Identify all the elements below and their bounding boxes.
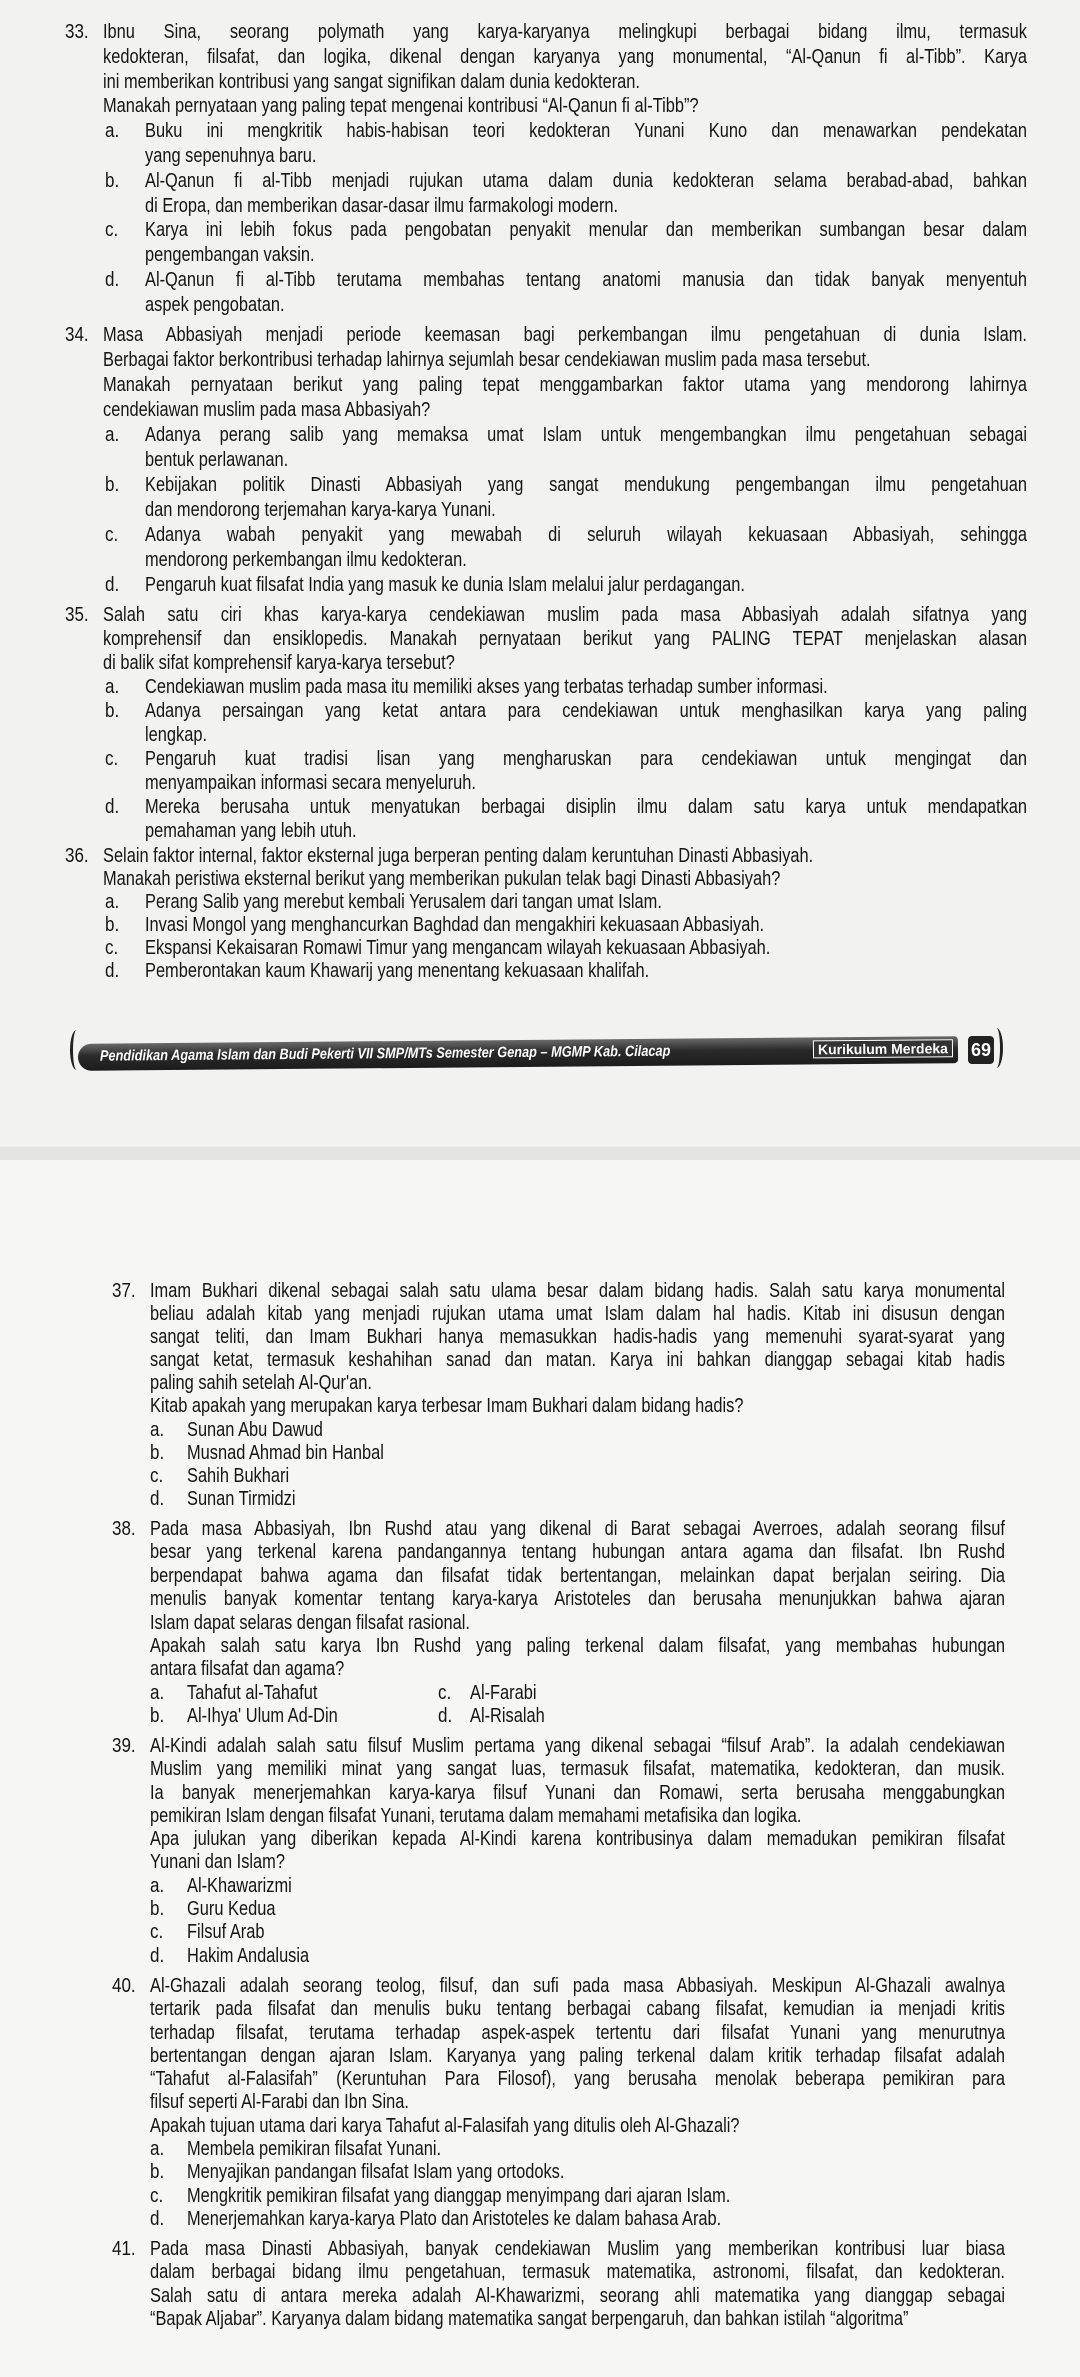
- option-text: Sunan Tirmidzi: [187, 1487, 296, 1510]
- option-text: pengembangan vaksin.: [145, 244, 315, 267]
- answer-option-c[interactable]: [0, 2185, 1080, 2208]
- text-line: [0, 1782, 1080, 1805]
- option-letter: b.: [150, 1705, 165, 1728]
- question-prompt-line: Manakah pernyataan berikut yang paling tepat menggambarkan faktor utama yang mendorong lahirnya: [103, 374, 1027, 396]
- answer-option-d[interactable]: [0, 2208, 1080, 2231]
- text-line: [0, 868, 1080, 891]
- option-letter: c.: [105, 524, 119, 546]
- text-line: [0, 891, 1080, 914]
- question-stem-line: tertarik pada filsafat dan menulis buku tentang berbagai cabang filsafat, kemudian ia menjadi kritis: [150, 1998, 1005, 2021]
- text-line: [0, 819, 1080, 843]
- text-line: [0, 323, 1080, 348]
- footer-book-title: Pendidikan Agama Islam dan Budi Pekerti VII SMP/MTs Semester Genap – MGMP Kab. Cilacap: [99, 1042, 671, 1065]
- question-prompt-line: Manakah pernyataan yang paling tepat mengenai kontribusi “Al-Qanun fi al-Tibb”?: [103, 95, 699, 118]
- text-line: [0, 243, 1080, 268]
- text-line: [0, 627, 1080, 651]
- option-letter: a.: [105, 120, 120, 143]
- answer-option-b[interactable]: [0, 2161, 1080, 2184]
- question-prompt-line: Apakah tujuan utama dari karya Tahafut al-Falasifah yang ditulis oleh Al-Ghazali?: [150, 2114, 740, 2137]
- answer-option-b[interactable]: [0, 1442, 1080, 1465]
- answer-option-a[interactable]: [0, 1419, 1080, 1442]
- question-prompt-line: cendekiawan muslim pada masa Abbasiyah?: [103, 399, 431, 421]
- text-line: [0, 1758, 1080, 1781]
- option-text: Al-Khawarizmi: [187, 1874, 292, 1897]
- option-letter: b.: [105, 700, 120, 722]
- question-stem-line: berpendapat bahwa agama dan filsafat tidak bertentangan, melainkan dapat berjalan seiring. Dia: [150, 1564, 1005, 1587]
- text-line: [0, 675, 1080, 699]
- question-prompt-line: Manakah peristiwa eksternal berikut yang memberikan pukulan telak bagi Dinasti Abbasiyah?: [103, 868, 781, 890]
- option-text: Karya ini lebih fokus pada pengobatan penyakit menular dan memberikan sumbangan besar dalam: [145, 219, 1027, 242]
- text-line: [0, 1395, 1080, 1418]
- answer-option-c[interactable]: [0, 1465, 1080, 1488]
- answer-option-d[interactable]: [0, 1945, 1080, 1968]
- text-line: [0, 603, 1080, 627]
- question-37: [0, 1280, 1080, 1511]
- text-line: [0, 1828, 1080, 1851]
- option-text: Pengaruh kuat tradisi lisan yang mengharuskan para cendekiawan untuk mengingat dan: [145, 748, 1027, 770]
- text-line: [0, 45, 1080, 70]
- option-text: Musnad Ahmad bin Hanbal: [187, 1441, 384, 1464]
- text-line: [0, 2022, 1080, 2045]
- question-stem-line: Masa Abbasiyah menjadi periode keemasan bagi perkembangan ilmu pengetahuan di dunia Islam.: [103, 324, 1027, 346]
- answer-option-b[interactable]: [0, 473, 1080, 523]
- option-letter: b.: [150, 2161, 165, 2184]
- question-stem-line: Islam dapat selaras dengan filsafat rasional.: [150, 1611, 470, 1634]
- question-prompt-line: Apa julukan yang diberikan kepada Al-Kindi karena kontribusinya dalam memadukan pemikiran filsafat: [150, 1828, 1005, 1851]
- text-line: [0, 1805, 1080, 1828]
- option-text: dan mendorong terjemahan karya-karya Yunani.: [145, 499, 496, 521]
- text-line: [0, 194, 1080, 219]
- question-number: 40.: [112, 1975, 136, 1997]
- answer-option-c[interactable]: [0, 1921, 1080, 1944]
- text-line: [0, 1442, 1080, 1465]
- option-letter: d.: [150, 2207, 165, 2230]
- answer-option-c[interactable]: [0, 523, 1080, 573]
- question-36: [0, 845, 1080, 983]
- question-stem-line: di balik sifat komprehensif karya-karya tersebut?: [103, 652, 455, 674]
- option-text: Buku ini mengkritik habis-habisan teori kedokteran Yunani Kuno dan menawarkan pendekatan: [145, 120, 1027, 143]
- option-letter: d.: [438, 1705, 453, 1728]
- text-line: [0, 268, 1080, 293]
- question-number: 35.: [65, 604, 89, 626]
- text-line: [0, 2185, 1080, 2208]
- question-stem-line: Salah satu ciri khas karya-karya cendekiawan muslim pada masa Abbasiyah adalah sifatnya yang: [103, 604, 1027, 626]
- question-stem-line: dalam berbagai bidang ilmu pengetahuan, termasuk matematika, astronomi, filsafat, dan kedokteran.: [150, 2261, 1005, 2284]
- option-text: Perang Salib yang merebut kembali Yerusalem dari tangan umat Islam.: [145, 891, 662, 913]
- question-stem-line: sangat teliti, dan Imam Bukhari hanya memasukkan hadis-hadis yang memenuhi syarat-syarat yang: [150, 1326, 1005, 1349]
- option-text: Tahafut al-Tahafut: [187, 1681, 318, 1704]
- option-text: Al-Farabi: [470, 1681, 537, 1704]
- text-line: [0, 70, 1080, 95]
- question-stem-line: Ia banyak menerjemahkan karya-karya filsuf Yunani dan Romawi, serta berusaha menggabungkan: [150, 1781, 1005, 1804]
- text-line: [0, 723, 1080, 747]
- text-line: [0, 1998, 1080, 2021]
- question-stem-line: pemikiran Islam dengan filsafat Yunani, terutama dalam memahami metafisika dan logika.: [150, 1804, 802, 1827]
- text-line: [0, 960, 1080, 983]
- question-number: 39.: [112, 1735, 136, 1757]
- text-line: [0, 448, 1080, 473]
- question-number: 37.: [112, 1280, 136, 1302]
- question-stem-line: menulis banyak komentar tentang karya-karya Aristoteles dan berusaha menunjukkan bahwa ajaran: [150, 1588, 1005, 1611]
- text-line: [0, 1921, 1080, 1944]
- question-stem-line: Al-Ghazali adalah seorang teolog, filsuf, dan sufi pada masa Abbasiyah. Meskipun Al-Ghazali awalnya: [150, 1975, 1005, 1997]
- question-stem-line: komprehensif dan ensiklopedis. Manakah pernyataan berikut yang PALING TEPAT menjelaskan alasan: [103, 628, 1027, 650]
- option-letter: d.: [150, 1487, 165, 1510]
- text-line: [0, 2161, 1080, 2184]
- option-text: lengkap.: [145, 724, 208, 746]
- text-line: [0, 293, 1080, 318]
- text-line: [0, 1975, 1080, 1998]
- text-line: [0, 914, 1080, 937]
- question-stem-line: besar yang terkenal karena pandangannya tentang hubungan antara agama dan filsafat. Ibn Rushd: [150, 1541, 1005, 1564]
- text-line: [0, 2068, 1080, 2091]
- option-text: Ekspansi Kekaisaran Romawi Timur yang mengancam wilayah kekuasaan Abbasiyah.: [145, 937, 771, 959]
- option-letter: c.: [150, 1464, 164, 1487]
- question-prompt-line: antara filsafat dan agama?: [150, 1658, 345, 1681]
- option-letter: a.: [150, 1874, 165, 1897]
- option-text: Sunan Abu Dawud: [187, 1418, 323, 1441]
- question-38: [0, 1518, 1080, 1729]
- text-line: [0, 1945, 1080, 1968]
- question-41: [0, 2238, 1080, 2331]
- text-line: [0, 1518, 1080, 1541]
- option-text: Sahih Bukhari: [187, 1464, 290, 1487]
- text-line: [0, 473, 1080, 498]
- option-letter: a.: [150, 1418, 165, 1441]
- option-text: pemahaman yang lebih utuh.: [145, 820, 357, 842]
- text-line: [0, 2308, 1080, 2331]
- option-letter: a.: [105, 424, 120, 446]
- answer-option-c[interactable]: [0, 747, 1080, 795]
- text-line: [0, 1372, 1080, 1395]
- question-stem-line: Ibnu Sina, seorang polymath yang karya-karyanya melingkupi berbagai bidang ilmu, termasuk: [103, 21, 1027, 43]
- option-letter: c.: [150, 2184, 164, 2207]
- text-line: [0, 651, 1080, 675]
- text-line: [0, 1851, 1080, 1874]
- text-line: [0, 1419, 1080, 1442]
- option-letter: c.: [150, 1921, 164, 1944]
- question-34: [0, 323, 1080, 598]
- option-text: menyampaikan informasi secara menyeluruh.: [145, 772, 476, 794]
- text-line: [0, 1635, 1080, 1658]
- option-letter: b.: [105, 474, 120, 496]
- text-line: [0, 1488, 1080, 1511]
- question-number: 36.: [65, 845, 89, 867]
- text-line: [0, 2238, 1080, 2261]
- text-line: [0, 1565, 1080, 1588]
- option-text: Al-Qanun fi al-Tibb terutama membahas tentang anatomi manusia dan tidak banyak menyentuh: [145, 268, 1027, 291]
- text-line: [0, 1735, 1080, 1758]
- option-text: Adanya perang salib yang memaksa umat Islam untuk mengembangkan ilmu pengetahuan sebagai: [145, 424, 1027, 446]
- option-text: Membela pemikiran filsafat Yunani.: [187, 2138, 442, 2161]
- text-line: [0, 747, 1080, 771]
- answer-option-d[interactable]: [0, 1488, 1080, 1511]
- text-line: [0, 548, 1080, 573]
- option-text: Kebijakan politik Dinasti Abbasiyah yang sangat mendukung pengembangan ilmu pengetahuan: [145, 474, 1027, 496]
- text-line: [0, 1898, 1080, 1921]
- option-text: Pemberontakan kaum Khawarij yang menentang kekuasaan khalifah.: [145, 960, 650, 982]
- text-line: [0, 20, 1080, 45]
- answer-option-c[interactable]: [0, 937, 1080, 960]
- option-letter: b.: [105, 914, 120, 936]
- text-line: [0, 1280, 1080, 1303]
- answer-option-a[interactable]: [0, 2138, 1080, 2161]
- option-letter: a.: [105, 676, 120, 698]
- option-text: Adanya wabah penyakit yang mewabah di seluruh wilayah kekuasaan Abbasiyah, sehingga: [145, 524, 1027, 546]
- option-letter: c.: [105, 219, 119, 242]
- answer-option-b[interactable]: [0, 169, 1080, 219]
- option-text: yang sepenuhnya baru.: [145, 144, 317, 167]
- option-text: Adanya persaingan yang ketat antara para cendekiawan untuk menghasilkan karya yang paling: [145, 700, 1027, 722]
- option-text: Menyajikan pandangan filsafat Islam yang ortodoks.: [187, 2161, 565, 2184]
- question-prompt-line: Apakah salah satu karya Ibn Rushd yang paling terkenal dalam filsafat, yang membahas hubungan: [150, 1634, 1005, 1657]
- text-line: [0, 2091, 1080, 2114]
- text-line: [0, 1875, 1080, 1898]
- answer-option-a[interactable]: [0, 675, 1080, 699]
- text-line: [0, 1705, 1080, 1728]
- option-text: Al-Risalah: [470, 1705, 545, 1728]
- option-text: Mengkritik pemikiran filsafat yang dianggap menyimpang dari ajaran Islam.: [187, 2184, 731, 2207]
- ink-splash-decoration: [70, 1030, 83, 1070]
- option-text: mendorong perkembangan ilmu kedokteran.: [145, 549, 467, 571]
- question-stem-line: bertentangan dengan ajaran Islam. Karyanya yang paling terkenal dalam kritik terhadap filsafat adalah: [150, 2044, 1005, 2067]
- option-letter: b.: [150, 1441, 165, 1464]
- question-number: 41.: [112, 2238, 136, 2260]
- option-text: Mereka berusaha untuk menyatukan berbagai disiplin ilmu dalam satu karya untuk mendapatkan: [145, 796, 1027, 818]
- option-text: Filsuf Arab: [187, 1921, 265, 1944]
- answer-option-a[interactable]: [0, 423, 1080, 473]
- option-letter: d.: [105, 796, 120, 818]
- option-text: bentuk perlawanan.: [145, 449, 289, 471]
- question-stem-line: ini memberikan kontribusi yang sangat signifikan dalam dunia kedokteran.: [103, 70, 640, 93]
- question-39: [0, 1735, 1080, 1968]
- option-letter: b.: [150, 1898, 165, 1921]
- text-line: [0, 2045, 1080, 2068]
- option-text: Al-Qanun fi al-Tibb menjadi rujukan utama dalam dunia kedokteran selama berabad-abad, bahkan: [145, 169, 1027, 192]
- text-line: [0, 398, 1080, 423]
- answer-option-d[interactable]: [0, 795, 1080, 843]
- text-line: [0, 423, 1080, 448]
- text-line: [0, 218, 1080, 243]
- question-prompt-line: Kitab apakah yang merupakan karya terbesar Imam Bukhari dalam bidang hadis?: [150, 1395, 744, 1418]
- question-stem-line: Berbagai faktor berkontribusi terhadap lahirnya sejumlah besar cendekiawan muslim pada masa tersebut.: [103, 349, 871, 371]
- text-line: [0, 845, 1080, 868]
- answer-option-d[interactable]: [0, 960, 1080, 983]
- option-letter: c.: [438, 1681, 452, 1704]
- answer-option-a[interactable]: [0, 1875, 1080, 1898]
- option-text: Al-Ihya' Ulum Ad-Din: [187, 1705, 338, 1728]
- question-stem-line: “Bapak Aljabar”. Karyanya dalam bidang matematika sangat berpengaruh, dan bahkan istilah “algoritma”: [150, 2307, 909, 2330]
- text-line: [0, 771, 1080, 795]
- question-stem-line: kedokteran, filsafat, dan logika, dikenal dengan karyanya yang monumental, “Al-Qanun fi al-Tibb”. Karya: [103, 45, 1027, 68]
- text-line: [0, 795, 1080, 819]
- question-40: [0, 1975, 1080, 2231]
- option-letter: d.: [105, 574, 120, 596]
- text-line: [0, 1682, 1080, 1705]
- option-letter: b.: [105, 169, 120, 192]
- text-line: [0, 2208, 1080, 2231]
- question-stem-line: Selain faktor internal, faktor eksternal juga berperan penting dalam keruntuhan Dinasti Abbasiyah.: [103, 845, 814, 867]
- page-number: 69: [968, 1036, 994, 1064]
- question-number: 33.: [65, 21, 89, 43]
- question-stem-line: Imam Bukhari dikenal sebagai salah satu ulama besar dalam bidang hadis. Salah satu karya monumental: [150, 1280, 1005, 1302]
- option-letter: a.: [150, 2138, 165, 2161]
- text-line: [0, 2285, 1080, 2308]
- question-prompt-line: Yunani dan Islam?: [150, 1851, 285, 1874]
- question-33: [0, 20, 1080, 318]
- question-stem-line: paling sahih setelah Al-Qur'an.: [150, 1372, 372, 1395]
- answer-option-b[interactable]: [0, 1898, 1080, 1921]
- question-stem-line: Pada masa Dinasti Abbasiyah, banyak cendekiawan Muslim yang memberikan kontribusi luar biasa: [150, 2238, 1005, 2260]
- question-stem-line: Al-Kindi adalah salah satu filsuf Muslim pertama yang dikenal sebagai “filsuf Arab”. Ia adalah cendekiawan: [150, 1735, 1005, 1757]
- curriculum-badge: Kurikulum Merdeka: [813, 1039, 953, 1058]
- question-stem-line: Pada masa Abbasiyah, Ibn Rushd atau yang dikenal di Barat sebagai Averroes, adalah seorang filsuf: [150, 1518, 1005, 1540]
- text-line: [0, 2138, 1080, 2161]
- question-stem-line: Salah satu di antara mereka adalah Al-Khawarizmi, seorang ahli matematika yang dianggap sebagai: [150, 2284, 1005, 2307]
- text-line: [0, 1612, 1080, 1635]
- text-line: [0, 1588, 1080, 1611]
- text-line: [0, 348, 1080, 373]
- answer-option-b[interactable]: [0, 699, 1080, 747]
- question-stem-line: terhadap filsafat, terutama terhadap aspek-aspek tertentu dari filsafat Yunani yang menurutnya: [150, 2021, 1005, 2044]
- answer-option-a[interactable]: [0, 891, 1080, 914]
- page-separator: [0, 1147, 1080, 1160]
- answer-option-d[interactable]: [0, 268, 1080, 318]
- text-line: [0, 119, 1080, 144]
- question-stem-line: Muslim yang memiliki minat yang sangat luas, termasuk filsafat, matematika, kedokteran, dan musik.: [150, 1758, 1005, 1781]
- text-line: [0, 94, 1080, 119]
- question-number: 38.: [112, 1518, 136, 1540]
- answer-option-c[interactable]: [0, 218, 1080, 268]
- text-line: [0, 699, 1080, 723]
- text-line: [0, 2261, 1080, 2284]
- option-text: Cendekiawan muslim pada masa itu memiliki akses yang terbatas terhadap sumber informasi.: [145, 676, 828, 698]
- question-stem-line: sangat ketat, termasuk keshahihan sanad dan matan. Karya ini bahkan dianggap sebagai kitab hadis: [150, 1349, 1005, 1372]
- option-letter: d.: [105, 960, 120, 982]
- answer-option-a[interactable]: [0, 119, 1080, 169]
- option-letter: c.: [105, 937, 119, 959]
- option-text: Menerjemahkan karya-karya Plato dan Aristoteles ke dalam bahasa Arab.: [187, 2207, 722, 2230]
- text-line: [0, 1541, 1080, 1564]
- option-text: Hakim Andalusia: [187, 1944, 310, 1967]
- text-line: [0, 1326, 1080, 1349]
- text-line: [0, 1465, 1080, 1488]
- text-line: [0, 573, 1080, 598]
- text-line: [0, 523, 1080, 548]
- text-line: [0, 937, 1080, 960]
- option-text: Pengaruh kuat filsafat India yang masuk ke dunia Islam melalui jalur perdagangan.: [145, 574, 745, 596]
- option-letter: c.: [105, 748, 119, 770]
- text-line: [0, 1658, 1080, 1681]
- option-letter: d.: [150, 1944, 165, 1967]
- option-letter: a.: [105, 891, 120, 913]
- answer-option-b[interactable]: [0, 914, 1080, 937]
- question-35: [0, 603, 1080, 843]
- question-number: 34.: [65, 324, 89, 346]
- question-stem-line: “Tahafut al-Falasifah” (Keruntuhan Para Filosof), yang berusaha menolak beberapa pemikiran para: [150, 2068, 1005, 2091]
- option-text: Invasi Mongol yang menghancurkan Baghdad dan mengakhiri kekuasaan Abbasiyah.: [145, 914, 765, 936]
- option-letter: d.: [105, 268, 120, 291]
- option-text: di Eropa, dan memberikan dasar-dasar ilmu farmakologi modern.: [145, 194, 619, 217]
- text-line: [0, 169, 1080, 194]
- option-letter: a.: [150, 1681, 165, 1704]
- option-text: Guru Kedua: [187, 1898, 276, 1921]
- question-stem-line: filsuf seperti Al-Farabi dan Ibn Sina.: [150, 2091, 409, 2114]
- option-text: aspek pengobatan.: [145, 293, 285, 316]
- text-line: [0, 1303, 1080, 1326]
- text-line: [0, 498, 1080, 523]
- text-line: [0, 373, 1080, 398]
- text-line: [0, 2115, 1080, 2138]
- text-line: [0, 144, 1080, 169]
- text-line: [0, 1349, 1080, 1372]
- question-stem-line: beliau adalah kitab yang menjadi rujukan utama umat Islam dalam hal hadis. Kitab ini disusun dengan: [150, 1303, 1005, 1326]
- answer-option-d[interactable]: [0, 573, 1080, 598]
